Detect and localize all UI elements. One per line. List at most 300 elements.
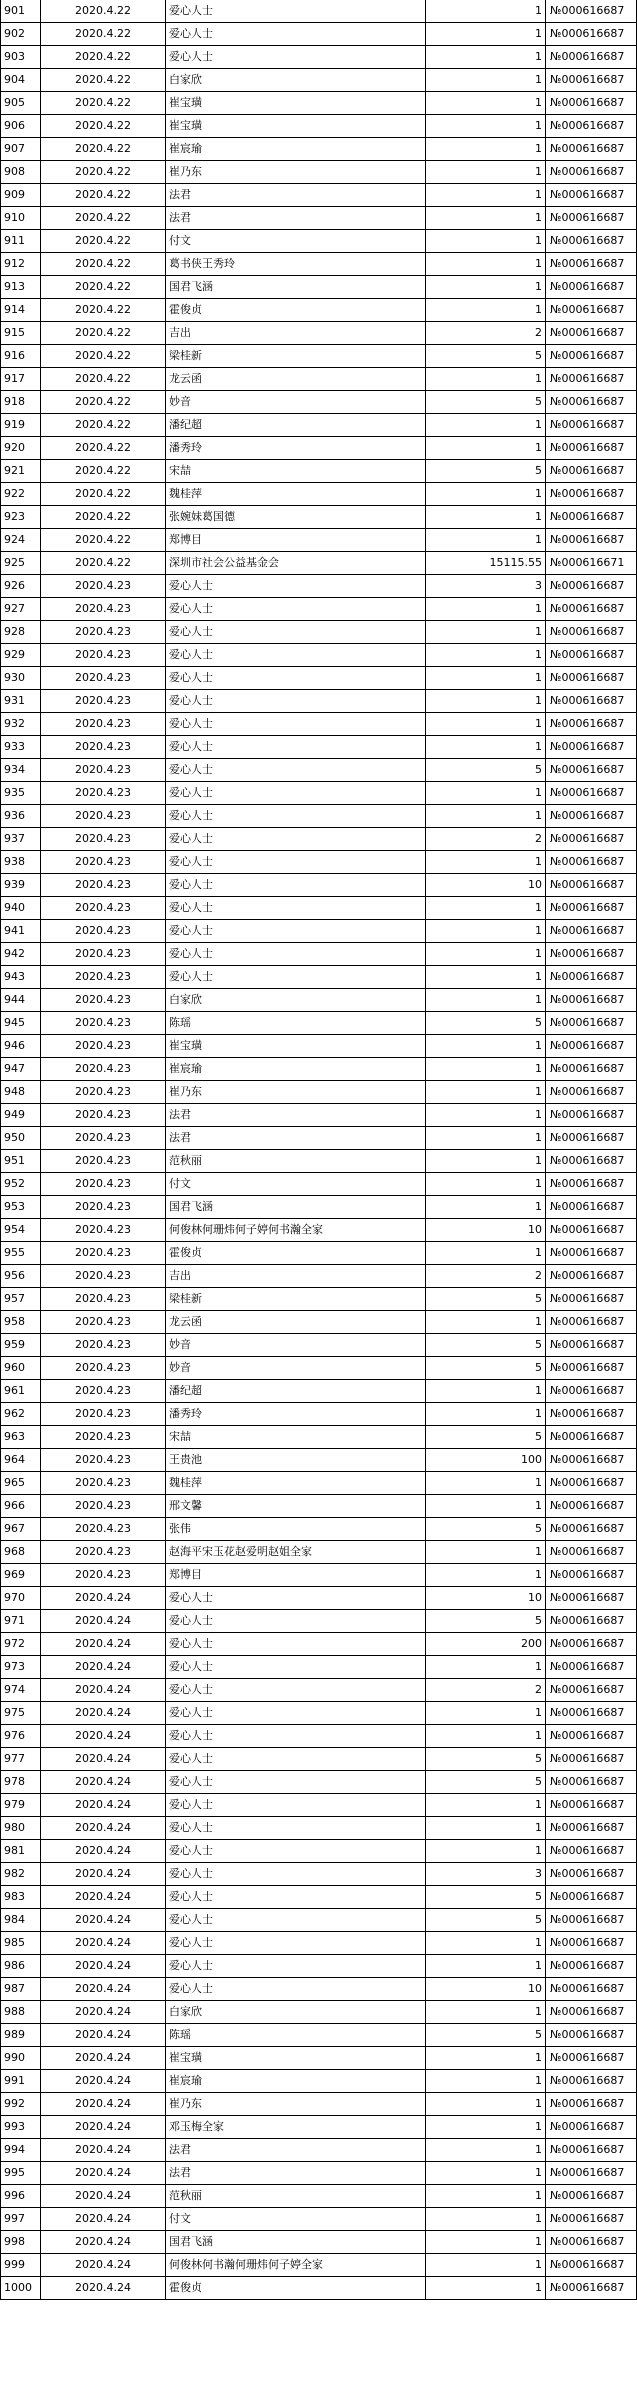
amount-cell: 1 <box>426 368 546 391</box>
row-number-cell: 986 <box>1 1955 41 1978</box>
row-number-cell: 933 <box>1 736 41 759</box>
date-cell: 2020.4.23 <box>41 1472 166 1495</box>
receipt-number-cell: №000616687 <box>546 1173 637 1196</box>
date-cell: 2020.4.24 <box>41 1817 166 1840</box>
table-row <box>1 1955 637 1978</box>
date-cell: 2020.4.23 <box>41 667 166 690</box>
receipt-number-cell: №000616687 <box>546 1564 637 1587</box>
table-row <box>1 1449 637 1472</box>
receipt-number-cell: №000616687 <box>546 1219 637 1242</box>
donor-name-cell: 法君 <box>166 1104 426 1127</box>
table-row <box>1 299 637 322</box>
amount-cell: 1 <box>426 920 546 943</box>
date-cell: 2020.4.23 <box>41 1380 166 1403</box>
row-number-cell: 911 <box>1 230 41 253</box>
table-row <box>1 621 637 644</box>
amount-cell: 1 <box>426 414 546 437</box>
donor-name-cell: 妙音 <box>166 391 426 414</box>
receipt-number-cell: №000616687 <box>546 1817 637 1840</box>
donor-name-cell: 付文 <box>166 2208 426 2231</box>
receipt-number-cell: №000616687 <box>546 115 637 138</box>
amount-cell: 1 <box>426 1794 546 1817</box>
date-cell: 2020.4.22 <box>41 69 166 92</box>
receipt-number-cell: №000616687 <box>546 2139 637 2162</box>
donor-name-cell: 爱心人士 <box>166 1932 426 1955</box>
date-cell: 2020.4.22 <box>41 138 166 161</box>
date-cell: 2020.4.22 <box>41 92 166 115</box>
receipt-number-cell: №000616687 <box>546 1679 637 1702</box>
table-row <box>1 230 637 253</box>
table-row <box>1 1817 637 1840</box>
table-row <box>1 92 637 115</box>
date-cell: 2020.4.22 <box>41 414 166 437</box>
donor-name-cell: 龙云函 <box>166 368 426 391</box>
date-cell: 2020.4.22 <box>41 230 166 253</box>
date-cell: 2020.4.23 <box>41 1265 166 1288</box>
table-row <box>1 1932 637 1955</box>
row-number-cell: 974 <box>1 1679 41 1702</box>
receipt-number-cell: №000616687 <box>546 1886 637 1909</box>
receipt-number-cell: №000616687 <box>546 1265 637 1288</box>
date-cell: 2020.4.22 <box>41 207 166 230</box>
receipt-number-cell: №000616687 <box>546 2001 637 2024</box>
receipt-number-cell: №000616687 <box>546 1012 637 1035</box>
table-row <box>1 276 637 299</box>
row-number-cell: 965 <box>1 1472 41 1495</box>
donor-name-cell: 宋喆 <box>166 1426 426 1449</box>
row-number-cell: 930 <box>1 667 41 690</box>
date-cell: 2020.4.24 <box>41 2024 166 2047</box>
row-number-cell: 932 <box>1 713 41 736</box>
receipt-number-cell: №000616687 <box>546 2116 637 2139</box>
date-cell: 2020.4.23 <box>41 966 166 989</box>
date-cell: 2020.4.24 <box>41 2093 166 2116</box>
table-row <box>1 345 637 368</box>
table-row <box>1 1150 637 1173</box>
row-number-cell: 921 <box>1 460 41 483</box>
receipt-number-cell: №000616687 <box>546 1426 637 1449</box>
row-number-cell: 952 <box>1 1173 41 1196</box>
row-number-cell: 953 <box>1 1196 41 1219</box>
amount-cell: 1 <box>426 2231 546 2254</box>
receipt-number-cell: №000616687 <box>546 1932 637 1955</box>
table-row <box>1 2001 637 2024</box>
amount-cell: 1 <box>426 621 546 644</box>
donor-name-cell: 爱心人士 <box>166 1840 426 1863</box>
row-number-cell: 993 <box>1 2116 41 2139</box>
amount-cell: 1 <box>426 1196 546 1219</box>
row-number-cell: 970 <box>1 1587 41 1610</box>
row-number-cell: 980 <box>1 1817 41 1840</box>
amount-cell: 10 <box>426 874 546 897</box>
row-number-cell: 916 <box>1 345 41 368</box>
receipt-number-cell: №000616687 <box>546 851 637 874</box>
date-cell: 2020.4.24 <box>41 1702 166 1725</box>
amount-cell: 5 <box>426 2024 546 2047</box>
receipt-number-cell: №000616687 <box>546 1587 637 1610</box>
amount-cell: 2 <box>426 828 546 851</box>
donor-name-cell: 爱心人士 <box>166 0 426 23</box>
amount-cell: 1 <box>426 506 546 529</box>
row-number-cell: 925 <box>1 552 41 575</box>
row-number-cell: 928 <box>1 621 41 644</box>
receipt-number-cell: №000616687 <box>546 2047 637 2070</box>
date-cell: 2020.4.23 <box>41 1403 166 1426</box>
date-cell: 2020.4.23 <box>41 575 166 598</box>
receipt-number-cell: №000616687 <box>546 1357 637 1380</box>
date-cell: 2020.4.23 <box>41 828 166 851</box>
date-cell: 2020.4.23 <box>41 943 166 966</box>
amount-cell: 1 <box>426 1127 546 1150</box>
receipt-number-cell: №000616687 <box>546 1725 637 1748</box>
row-number-cell: 915 <box>1 322 41 345</box>
donor-name-cell: 赵海平宋玉花赵爱明赵姐全家 <box>166 1541 426 1564</box>
donor-name-cell: 吉出 <box>166 1265 426 1288</box>
date-cell: 2020.4.22 <box>41 437 166 460</box>
amount-cell: 1 <box>426 2208 546 2231</box>
donor-name-cell: 崔乃东 <box>166 2093 426 2116</box>
row-number-cell: 990 <box>1 2047 41 2070</box>
donor-name-cell: 崔宸瑜 <box>166 138 426 161</box>
amount-cell: 1 <box>426 115 546 138</box>
donor-name-cell: 白家欣 <box>166 989 426 1012</box>
date-cell: 2020.4.24 <box>41 1679 166 1702</box>
row-number-cell: 998 <box>1 2231 41 2254</box>
date-cell: 2020.4.24 <box>41 2208 166 2231</box>
row-number-cell: 956 <box>1 1265 41 1288</box>
table-row <box>1 1748 637 1771</box>
amount-cell: 1 <box>426 2185 546 2208</box>
receipt-number-cell: №000616687 <box>546 69 637 92</box>
receipt-number-cell: №000616687 <box>546 966 637 989</box>
row-number-cell: 967 <box>1 1518 41 1541</box>
receipt-number-cell: №000616687 <box>546 1794 637 1817</box>
date-cell: 2020.4.22 <box>41 506 166 529</box>
donor-name-cell: 爱心人士 <box>166 713 426 736</box>
row-number-cell: 910 <box>1 207 41 230</box>
date-cell: 2020.4.24 <box>41 2254 166 2277</box>
date-cell: 2020.4.23 <box>41 874 166 897</box>
amount-cell: 1 <box>426 253 546 276</box>
amount-cell: 1 <box>426 1564 546 1587</box>
amount-cell: 1 <box>426 69 546 92</box>
donor-name-cell: 宋喆 <box>166 460 426 483</box>
amount-cell: 1 <box>426 2093 546 2116</box>
donor-name-cell: 爱心人士 <box>166 1587 426 1610</box>
row-number-cell: 961 <box>1 1380 41 1403</box>
amount-cell: 1 <box>426 184 546 207</box>
donor-name-cell: 张婉妹葛国德 <box>166 506 426 529</box>
donor-name-cell: 葛书侠王秀玲 <box>166 253 426 276</box>
date-cell: 2020.4.24 <box>41 1725 166 1748</box>
receipt-number-cell: №000616687 <box>546 1334 637 1357</box>
row-number-cell: 903 <box>1 46 41 69</box>
date-cell: 2020.4.23 <box>41 621 166 644</box>
amount-cell: 1 <box>426 851 546 874</box>
receipt-number-cell: №000616687 <box>546 874 637 897</box>
table-row <box>1 529 637 552</box>
row-number-cell: 939 <box>1 874 41 897</box>
donor-name-cell: 王贵池 <box>166 1449 426 1472</box>
receipt-number-cell: №000616687 <box>546 736 637 759</box>
donation-table-body <box>1 0 637 2300</box>
receipt-number-cell: №000616687 <box>546 1541 637 1564</box>
date-cell: 2020.4.23 <box>41 1081 166 1104</box>
table-row <box>1 1610 637 1633</box>
receipt-number-cell: №000616687 <box>546 644 637 667</box>
table-row <box>1 713 637 736</box>
receipt-number-cell: №000616687 <box>546 1242 637 1265</box>
donor-name-cell: 范秋丽 <box>166 2185 426 2208</box>
table-row <box>1 2185 637 2208</box>
table-row <box>1 2208 637 2231</box>
row-number-cell: 963 <box>1 1426 41 1449</box>
date-cell: 2020.4.22 <box>41 483 166 506</box>
amount-cell: 1 <box>426 1311 546 1334</box>
amount-cell: 5 <box>426 1771 546 1794</box>
row-number-cell: 919 <box>1 414 41 437</box>
date-cell: 2020.4.22 <box>41 23 166 46</box>
amount-cell: 1 <box>426 2001 546 2024</box>
donor-name-cell: 爱心人士 <box>166 1679 426 1702</box>
row-number-cell: 918 <box>1 391 41 414</box>
receipt-number-cell: №000616687 <box>546 1771 637 1794</box>
table-row <box>1 920 637 943</box>
donor-name-cell: 爱心人士 <box>166 1909 426 1932</box>
date-cell: 2020.4.23 <box>41 1173 166 1196</box>
table-row <box>1 161 637 184</box>
date-cell: 2020.4.23 <box>41 1426 166 1449</box>
amount-cell: 1 <box>426 1058 546 1081</box>
table-row <box>1 23 637 46</box>
donor-name-cell: 国君飞涵 <box>166 276 426 299</box>
date-cell: 2020.4.23 <box>41 1541 166 1564</box>
amount-cell: 1 <box>426 782 546 805</box>
row-number-cell: 958 <box>1 1311 41 1334</box>
date-cell: 2020.4.24 <box>41 2185 166 2208</box>
receipt-number-cell: №000616687 <box>546 759 637 782</box>
row-number-cell: 950 <box>1 1127 41 1150</box>
receipt-number-cell: №000616687 <box>546 621 637 644</box>
row-number-cell: 924 <box>1 529 41 552</box>
receipt-number-cell: №000616687 <box>546 2185 637 2208</box>
donor-name-cell: 何俊林何珊炜何子婷何书瀚全家 <box>166 1219 426 1242</box>
receipt-number-cell: №000616687 <box>546 805 637 828</box>
donor-name-cell: 爱心人士 <box>166 920 426 943</box>
donor-name-cell: 郑博目 <box>166 1564 426 1587</box>
date-cell: 2020.4.22 <box>41 253 166 276</box>
donor-name-cell: 潘秀玲 <box>166 1403 426 1426</box>
row-number-cell: 957 <box>1 1288 41 1311</box>
receipt-number-cell: №000616687 <box>546 1840 637 1863</box>
amount-cell: 1 <box>426 1242 546 1265</box>
receipt-number-cell: №000616687 <box>546 690 637 713</box>
row-number-cell: 975 <box>1 1702 41 1725</box>
receipt-number-cell: №000616687 <box>546 345 637 368</box>
amount-cell: 1 <box>426 667 546 690</box>
receipt-number-cell: №000616687 <box>546 483 637 506</box>
donor-name-cell: 爱心人士 <box>166 690 426 713</box>
amount-cell: 1 <box>426 483 546 506</box>
row-number-cell: 969 <box>1 1564 41 1587</box>
amount-cell: 5 <box>426 391 546 414</box>
amount-cell: 1 <box>426 1702 546 1725</box>
receipt-number-cell: №000616687 <box>546 2070 637 2093</box>
date-cell: 2020.4.24 <box>41 2116 166 2139</box>
date-cell: 2020.4.23 <box>41 1150 166 1173</box>
row-number-cell: 991 <box>1 2070 41 2093</box>
donor-name-cell: 魏桂萍 <box>166 1472 426 1495</box>
row-number-cell: 977 <box>1 1748 41 1771</box>
row-number-cell: 996 <box>1 2185 41 2208</box>
table-row <box>1 2047 637 2070</box>
receipt-number-cell: №000616687 <box>546 2024 637 2047</box>
table-row <box>1 1081 637 1104</box>
table-row <box>1 368 637 391</box>
date-cell: 2020.4.24 <box>41 1840 166 1863</box>
table-row <box>1 1725 637 1748</box>
row-number-cell: 935 <box>1 782 41 805</box>
amount-cell: 5 <box>426 759 546 782</box>
receipt-number-cell: №000616687 <box>546 897 637 920</box>
row-number-cell: 997 <box>1 2208 41 2231</box>
table-row <box>1 1219 637 1242</box>
donor-name-cell: 法君 <box>166 1127 426 1150</box>
amount-cell: 10 <box>426 1587 546 1610</box>
table-row <box>1 1311 637 1334</box>
donor-name-cell: 妙音 <box>166 1357 426 1380</box>
receipt-number-cell: №000616687 <box>546 506 637 529</box>
date-cell: 2020.4.24 <box>41 1748 166 1771</box>
receipt-number-cell: №000616671 <box>546 552 637 575</box>
receipt-number-cell: №000616687 <box>546 253 637 276</box>
donor-name-cell: 霍俊贞 <box>166 299 426 322</box>
donor-name-cell: 陈瑶 <box>166 1012 426 1035</box>
amount-cell: 1 <box>426 1955 546 1978</box>
table-row <box>1 1656 637 1679</box>
table-row <box>1 1058 637 1081</box>
amount-cell: 1 <box>426 736 546 759</box>
amount-cell: 1 <box>426 1656 546 1679</box>
row-number-cell: 954 <box>1 1219 41 1242</box>
amount-cell: 5 <box>426 1886 546 1909</box>
receipt-number-cell: №000616687 <box>546 23 637 46</box>
amount-cell: 5 <box>426 1909 546 1932</box>
receipt-number-cell: №000616687 <box>546 46 637 69</box>
amount-cell: 1 <box>426 1817 546 1840</box>
table-row <box>1 943 637 966</box>
row-number-cell: 947 <box>1 1058 41 1081</box>
table-row <box>1 2070 637 2093</box>
receipt-number-cell: №000616687 <box>546 529 637 552</box>
table-row <box>1 207 637 230</box>
donor-name-cell: 崔宝璜 <box>166 2047 426 2070</box>
donor-name-cell: 法君 <box>166 2139 426 2162</box>
receipt-number-cell: №000616687 <box>546 184 637 207</box>
donor-name-cell: 法君 <box>166 184 426 207</box>
table-row <box>1 989 637 1012</box>
receipt-number-cell: №000616687 <box>546 391 637 414</box>
row-number-cell: 1000 <box>1 2277 41 2300</box>
amount-cell: 5 <box>426 1288 546 1311</box>
amount-cell: 1 <box>426 46 546 69</box>
table-row <box>1 391 637 414</box>
row-number-cell: 968 <box>1 1541 41 1564</box>
date-cell: 2020.4.22 <box>41 161 166 184</box>
row-number-cell: 999 <box>1 2254 41 2277</box>
donor-name-cell: 爱心人士 <box>166 759 426 782</box>
donor-name-cell: 爱心人士 <box>166 1610 426 1633</box>
receipt-number-cell: №000616687 <box>546 322 637 345</box>
receipt-number-cell: №000616687 <box>546 161 637 184</box>
amount-cell: 1 <box>426 2277 546 2300</box>
donor-name-cell: 爱心人士 <box>166 644 426 667</box>
receipt-number-cell: №000616687 <box>546 1104 637 1127</box>
row-number-cell: 929 <box>1 644 41 667</box>
date-cell: 2020.4.23 <box>41 1311 166 1334</box>
date-cell: 2020.4.24 <box>41 2001 166 2024</box>
donor-name-cell: 爱心人士 <box>166 828 426 851</box>
row-number-cell: 995 <box>1 2162 41 2185</box>
row-number-cell: 979 <box>1 1794 41 1817</box>
receipt-number-cell: №000616687 <box>546 1610 637 1633</box>
row-number-cell: 905 <box>1 92 41 115</box>
date-cell: 2020.4.22 <box>41 115 166 138</box>
receipt-number-cell: №000616687 <box>546 2231 637 2254</box>
table-row <box>1 1794 637 1817</box>
receipt-number-cell: №000616687 <box>546 1518 637 1541</box>
amount-cell: 5 <box>426 1610 546 1633</box>
amount-cell: 1 <box>426 2162 546 2185</box>
date-cell: 2020.4.23 <box>41 1219 166 1242</box>
row-number-cell: 988 <box>1 2001 41 2024</box>
row-number-cell: 984 <box>1 1909 41 1932</box>
date-cell: 2020.4.23 <box>41 1288 166 1311</box>
date-cell: 2020.4.24 <box>41 2047 166 2070</box>
date-cell: 2020.4.22 <box>41 552 166 575</box>
donor-name-cell: 潘纪超 <box>166 1380 426 1403</box>
table-row <box>1 897 637 920</box>
receipt-number-cell: №000616687 <box>546 1449 637 1472</box>
donor-name-cell: 崔宸瑜 <box>166 1058 426 1081</box>
table-row <box>1 851 637 874</box>
receipt-number-cell: №000616687 <box>546 1702 637 1725</box>
date-cell: 2020.4.24 <box>41 1978 166 2001</box>
amount-cell: 1 <box>426 897 546 920</box>
donor-name-cell: 白家欣 <box>166 2001 426 2024</box>
amount-cell: 1 <box>426 690 546 713</box>
row-number-cell: 913 <box>1 276 41 299</box>
donor-name-cell: 梁桂新 <box>166 345 426 368</box>
row-number-cell: 960 <box>1 1357 41 1380</box>
amount-cell: 1 <box>426 1472 546 1495</box>
date-cell: 2020.4.23 <box>41 1127 166 1150</box>
date-cell: 2020.4.24 <box>41 2162 166 2185</box>
row-number-cell: 976 <box>1 1725 41 1748</box>
table-row <box>1 1863 637 1886</box>
date-cell: 2020.4.23 <box>41 805 166 828</box>
donor-name-cell: 吉出 <box>166 322 426 345</box>
table-row <box>1 253 637 276</box>
receipt-number-cell: №000616687 <box>546 0 637 23</box>
table-row <box>1 184 637 207</box>
receipt-number-cell: №000616687 <box>546 1288 637 1311</box>
donor-name-cell: 爱心人士 <box>166 1633 426 1656</box>
donor-name-cell: 邓玉梅全家 <box>166 2116 426 2139</box>
receipt-number-cell: №000616687 <box>546 1081 637 1104</box>
receipt-number-cell: №000616687 <box>546 1656 637 1679</box>
row-number-cell: 917 <box>1 368 41 391</box>
